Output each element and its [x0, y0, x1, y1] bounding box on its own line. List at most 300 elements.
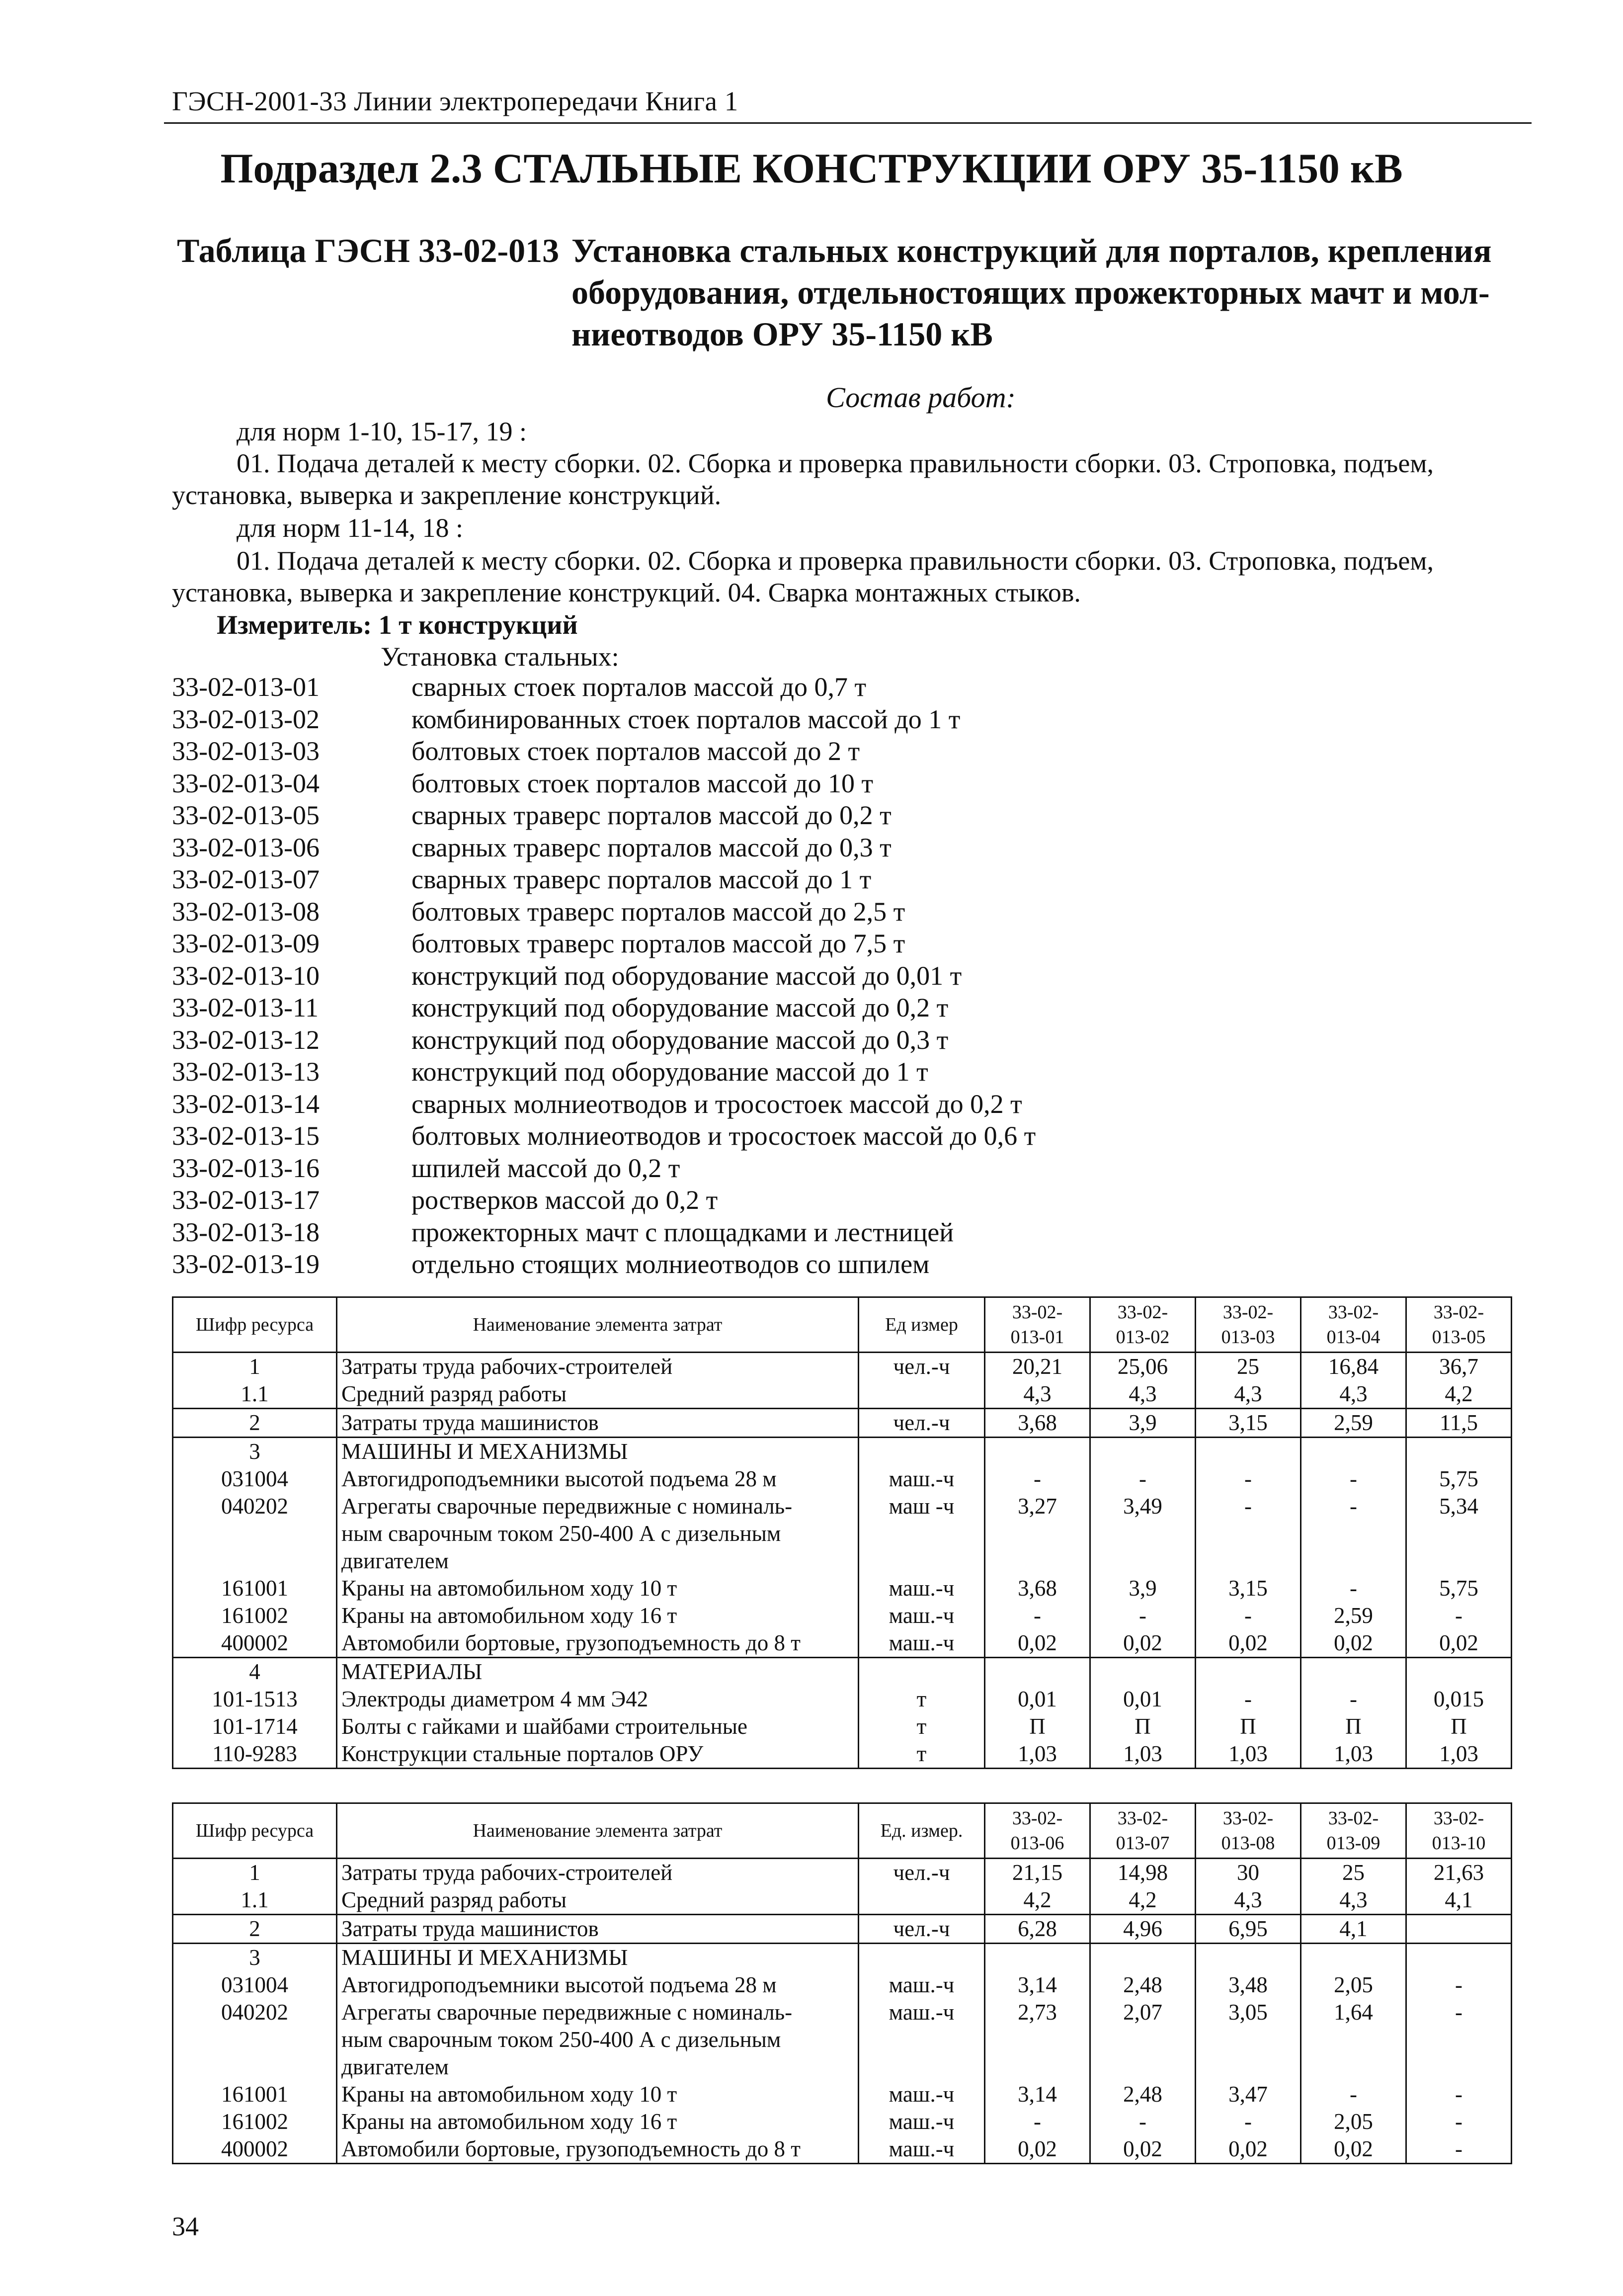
norm-code: 33-02-013-06	[172, 832, 320, 862]
cell-unit: маш.-ч	[859, 1629, 985, 1658]
cell-value	[1301, 1547, 1406, 1575]
cell-value: 20,21	[985, 1353, 1090, 1381]
cell-value	[1406, 1944, 1512, 1972]
table-row	[173, 1465, 1512, 1493]
cell-value: 4,96	[1090, 1915, 1196, 1944]
cell-value: 4,2	[1406, 1380, 1512, 1409]
norm-text: болтовых молниеотводов и тросостоек массой до 0,6 т	[411, 1121, 1036, 1151]
cell-value: 3,9	[1090, 1409, 1196, 1438]
cell-value: -	[1196, 1602, 1301, 1629]
table-header-cell: 33-02- 013-04	[1301, 1297, 1406, 1353]
cell-value	[1301, 1438, 1406, 1466]
cell-value: 1,03	[1090, 1740, 1196, 1769]
cell-value	[1196, 1520, 1301, 1547]
cell-code: 1	[173, 1859, 337, 1887]
norm-text: конструкций под оборудование массой до 1 т	[411, 1057, 928, 1087]
norm-item	[172, 896, 1036, 928]
cell-name: Краны на автомобильном ходу 16 т	[337, 1602, 859, 1629]
cell-value: 2,48	[1090, 1971, 1196, 1999]
cell-value: 4,2	[1090, 1886, 1196, 1915]
norm-item	[172, 1152, 1036, 1185]
cell-value	[1406, 1438, 1512, 1466]
table-row	[173, 1409, 1512, 1438]
cell-value: -	[1196, 1465, 1301, 1493]
cell-value: -	[985, 1602, 1090, 1629]
norm-item	[172, 1248, 1036, 1280]
cell-value: 0,02	[1196, 1629, 1301, 1658]
table-row	[173, 1915, 1512, 1944]
cell-unit: чел.-ч	[859, 1409, 985, 1438]
norm-code: 33-02-013-16	[172, 1153, 320, 1183]
table-header-cell: 33-02- 013-02	[1090, 1297, 1196, 1353]
cell-value	[1090, 1520, 1196, 1547]
norm-code: 33-02-013-15	[172, 1121, 320, 1151]
norm-text: конструкций под оборудование массой до 0,3 т	[411, 1024, 949, 1055]
cell-name: МАШИНЫ И МЕХАНИЗМЫ	[337, 1944, 859, 1972]
norm-item	[172, 863, 1036, 896]
cell-code: 400002	[173, 1629, 337, 1658]
norm-code: 33-02-013-17	[172, 1185, 320, 1215]
norm-text: комбинированных стоек порталов массой до 1 т	[411, 704, 961, 734]
norm-code: 33-02-013-19	[172, 1249, 320, 1279]
cell-value	[1406, 1520, 1512, 1547]
cell-value: -	[1090, 1465, 1196, 1493]
cell-value: -	[1301, 2081, 1406, 2108]
cell-value	[985, 1944, 1090, 1972]
table-row	[173, 1575, 1512, 1602]
cell-value	[1090, 1547, 1196, 1575]
table-row	[173, 2026, 1512, 2053]
work-group1-label: для норм 1-10, 15-17, 19 :	[237, 417, 527, 446]
cell-value	[1090, 2053, 1196, 2081]
cell-value: 2,48	[1090, 2081, 1196, 2108]
cell-name: Краны на автомобильном ходу 10 т	[337, 2081, 859, 2108]
cell-value: -	[1196, 1493, 1301, 1520]
cell-unit: маш.-ч	[859, 1971, 985, 1999]
cell-unit: маш.-ч	[859, 1999, 985, 2026]
cell-value: -	[1196, 2108, 1301, 2135]
norm-text: сварных траверс порталов массой до 0,2 т	[411, 800, 892, 830]
table-caption-line: ниеотводов ОРУ 35-1150 кВ	[571, 315, 993, 353]
installation-heading: Установка стальных:	[381, 642, 619, 672]
cell-unit: маш.-ч	[859, 1602, 985, 1629]
norm-code: 33-02-013-11	[172, 993, 319, 1022]
cell-name: Автогидроподъемники высотой подъема 28 м	[337, 1971, 859, 1999]
cell-code: 2	[173, 1409, 337, 1438]
cell-unit: т	[859, 1713, 985, 1740]
cell-unit	[859, 2053, 985, 2081]
cell-name: двигателем	[337, 1547, 859, 1575]
table-row	[173, 1353, 1512, 1381]
cell-value: 2,73	[985, 1999, 1090, 2026]
cell-value	[985, 2053, 1090, 2081]
cell-code: 101-1714	[173, 1713, 337, 1740]
cell-unit	[859, 1886, 985, 1915]
cell-code: 110-9283	[173, 1740, 337, 1769]
norm-code: 33-02-013-14	[172, 1089, 320, 1119]
cell-value: 0,02	[1301, 2135, 1406, 2164]
cell-name: ным сварочным током 250-400 А с дизельным	[337, 2026, 859, 2053]
cell-value: -	[1406, 1971, 1512, 1999]
cell-value	[1196, 1438, 1301, 1466]
table-row	[173, 1547, 1512, 1575]
cell-value	[1301, 1520, 1406, 1547]
cell-unit	[859, 1438, 985, 1466]
table-row	[173, 2135, 1512, 2164]
cell-value: 3,9	[1090, 1575, 1196, 1602]
table-row	[173, 2108, 1512, 2135]
cell-value: 5,34	[1406, 1493, 1512, 1520]
norm-text: сварных стоек порталов массой до 0,7 т	[411, 672, 867, 702]
table-header-cell: Ед. измер.	[859, 1803, 985, 1859]
cell-unit	[859, 1658, 985, 1686]
cell-code: 400002	[173, 2135, 337, 2164]
measure-unit: Измеритель: 1 т конструкций	[217, 610, 578, 640]
norm-item	[172, 960, 1036, 992]
norm-code: 33-02-013-13	[172, 1057, 320, 1087]
cell-name: Средний разряд работы	[337, 1886, 859, 1915]
cell-unit: маш.-ч	[859, 2135, 985, 2164]
cell-value	[985, 1520, 1090, 1547]
cell-value: 11,5	[1406, 1409, 1512, 1438]
cell-code: 040202	[173, 1999, 337, 2026]
cell-unit: маш.-ч	[859, 2108, 985, 2135]
norm-text: отдельно стоящих молниеотводов со шпилем	[411, 1249, 930, 1279]
cell-value	[1406, 1547, 1512, 1575]
table-row	[173, 1380, 1512, 1409]
norm-text: сварных траверс порталов массой до 0,3 т	[411, 832, 892, 862]
table-header-cell: Наименование элемента затрат	[337, 1803, 859, 1859]
cell-value: -	[1090, 1602, 1196, 1629]
norm-code: 33-02-013-04	[172, 768, 320, 798]
cell-value: 3,49	[1090, 1493, 1196, 1520]
norm-item	[172, 703, 1036, 736]
table-header-cell: 33-02- 013-09	[1301, 1803, 1406, 1859]
cell-name: ным сварочным током 250-400 А с дизельным	[337, 1520, 859, 1547]
cell-code: 2	[173, 1915, 337, 1944]
cell-value: 1,03	[985, 1740, 1090, 1769]
cell-value: 3,27	[985, 1493, 1090, 1520]
norm-item	[172, 1088, 1036, 1120]
norm-item	[172, 1056, 1036, 1088]
cell-value: 6,28	[985, 1915, 1090, 1944]
cell-value	[985, 1547, 1090, 1575]
cell-value	[1090, 1438, 1196, 1466]
cell-value: -	[1406, 2135, 1512, 2164]
cell-value: 2,05	[1301, 2108, 1406, 2135]
cell-name: Средний разряд работы	[337, 1380, 859, 1409]
table-header-cell: Ед измер	[859, 1297, 985, 1353]
cell-name: двигателем	[337, 2053, 859, 2081]
norm-code: 33-02-013-07	[172, 864, 320, 894]
cell-unit: чел.-ч	[859, 1353, 985, 1381]
cell-value: -	[985, 2108, 1090, 2135]
table-row	[173, 1438, 1512, 1466]
cell-value: -	[1196, 1686, 1301, 1713]
resource-table-1	[172, 1296, 1512, 1769]
cell-unit: маш.-ч	[859, 2081, 985, 2108]
table-row	[173, 1859, 1512, 1887]
table-row	[173, 1686, 1512, 1713]
table-header-cell: 33-02- 013-07	[1090, 1803, 1196, 1859]
cell-name: Краны на автомобильном ходу 10 т	[337, 1575, 859, 1602]
table-header-cell: Шифр ресурса	[173, 1803, 337, 1859]
cell-value: -	[1406, 2081, 1512, 2108]
running-header: ГЭСН-2001-33 Линии электропередачи Книга 1	[172, 86, 738, 116]
cell-value: 4,3	[985, 1380, 1090, 1409]
cell-unit: чел.-ч	[859, 1859, 985, 1887]
norm-code: 33-02-013-08	[172, 896, 320, 927]
cell-unit: маш -ч	[859, 1493, 985, 1520]
section-title: Подраздел 2.3 СТАЛЬНЫЕ КОНСТРУКЦИИ ОРУ 35-1150 кВ	[220, 145, 1403, 192]
cell-value: 2,07	[1090, 1999, 1196, 2026]
cell-value	[1406, 2053, 1512, 2081]
cell-value: 0,02	[1196, 2135, 1301, 2164]
cell-value	[1090, 2026, 1196, 2053]
cell-value: 2,05	[1301, 1971, 1406, 1999]
cell-value: -	[1406, 1602, 1512, 1629]
norm-item	[172, 928, 1036, 960]
cell-value	[1196, 2026, 1301, 2053]
cell-unit: т	[859, 1740, 985, 1769]
cell-value	[985, 2026, 1090, 2053]
cell-value	[1090, 1944, 1196, 1972]
norm-item	[172, 735, 1036, 767]
work-group1-text: 01. Подача деталей к месту сборки. 02. Сборка и проверка правильности сборки. 03. Строповка, подъем,	[237, 448, 1434, 478]
cell-value: 21,63	[1406, 1859, 1512, 1887]
work-group2-text: 01. Подача деталей к месту сборки. 02. Сборка и проверка правильности сборки. 03. Строповка, подъем,	[237, 546, 1434, 576]
cell-value: 30	[1196, 1859, 1301, 1887]
table-row	[173, 1713, 1512, 1740]
cell-name: Краны на автомобильном ходу 16 т	[337, 2108, 859, 2135]
cell-value: -	[1406, 2108, 1512, 2135]
cell-value	[1406, 1658, 1512, 1686]
cell-value: 36,7	[1406, 1353, 1512, 1381]
norm-code: 33-02-013-02	[172, 704, 320, 734]
cell-name: Электроды диаметром 4 мм Э42	[337, 1686, 859, 1713]
norm-text: сварных молниеотводов и тросостоек массой до 0,2 т	[411, 1089, 1022, 1119]
cell-unit	[859, 1520, 985, 1547]
header-rule	[164, 122, 1532, 124]
table-header-cell: Наименование элемента затрат	[337, 1297, 859, 1353]
cell-unit: маш.-ч	[859, 1575, 985, 1602]
cell-code	[173, 2053, 337, 2081]
cell-value: 0,02	[985, 2135, 1090, 2164]
norm-text: конструкций под оборудование массой до 0,01 т	[411, 960, 962, 991]
norm-item	[172, 1184, 1036, 1216]
table-row	[173, 1740, 1512, 1769]
table-row	[173, 1999, 1512, 2026]
page-number: 34	[172, 2211, 199, 2241]
cell-unit	[859, 2026, 985, 2053]
cell-unit	[859, 1547, 985, 1575]
cell-code: 1.1	[173, 1886, 337, 1915]
cell-value	[1301, 1658, 1406, 1686]
cell-value	[1196, 1944, 1301, 1972]
cell-value: 1,03	[1301, 1740, 1406, 1769]
table-caption-line: Установка стальных конструкций для порталов, крепления	[571, 232, 1492, 269]
cell-name: Автомобили бортовые, грузоподъемность до 8 т	[337, 1629, 859, 1658]
cell-value: 0,02	[985, 1629, 1090, 1658]
norm-text: болтовых траверс порталов массой до 2,5 т	[411, 896, 905, 927]
norm-code: 33-02-013-03	[172, 736, 320, 766]
work-group2-label: для норм 11-14, 18 :	[237, 513, 463, 543]
norm-item	[172, 1216, 1036, 1249]
cell-value: 1,64	[1301, 1999, 1406, 2026]
norm-item	[172, 832, 1036, 864]
norm-code: 33-02-013-12	[172, 1024, 320, 1055]
cell-value: 25	[1196, 1353, 1301, 1381]
cell-value	[1090, 1658, 1196, 1686]
cell-name: Болты с гайками и шайбами строительные	[337, 1713, 859, 1740]
cell-value: 0,01	[1090, 1686, 1196, 1713]
cell-unit: т	[859, 1686, 985, 1713]
norm-text: ростверков массой до 0,2 т	[411, 1185, 718, 1215]
cell-code: 4	[173, 1658, 337, 1686]
norm-item	[172, 671, 1036, 703]
cell-value: П	[1301, 1713, 1406, 1740]
cell-code	[173, 2026, 337, 2053]
cell-value: 4,3	[1090, 1380, 1196, 1409]
cell-value	[1301, 2026, 1406, 2053]
cell-code: 161001	[173, 2081, 337, 2108]
cell-name: Автомобили бортовые, грузоподъемность до 8 т	[337, 2135, 859, 2164]
table-row	[173, 1886, 1512, 1915]
norms-list	[172, 671, 1036, 1280]
cell-value: 4,2	[985, 1886, 1090, 1915]
cell-name: МАШИНЫ И МЕХАНИЗМЫ	[337, 1438, 859, 1466]
cell-name: Затраты труда рабочих-строителей	[337, 1353, 859, 1381]
table-row	[173, 2053, 1512, 2081]
norm-item	[172, 1120, 1036, 1152]
table-header-cell: 33-02- 013-05	[1406, 1297, 1512, 1353]
cell-value: 4,3	[1196, 1380, 1301, 1409]
table-header-row	[173, 1803, 1512, 1859]
cell-value: 3,15	[1196, 1575, 1301, 1602]
cell-value: 16,84	[1301, 1353, 1406, 1381]
table-row	[173, 2081, 1512, 2108]
cell-value: 5,75	[1406, 1575, 1512, 1602]
cell-value: П	[1090, 1713, 1196, 1740]
cell-value: 0,02	[1090, 2135, 1196, 2164]
cell-value	[1196, 1658, 1301, 1686]
table-header-row	[173, 1297, 1512, 1353]
cell-value	[1301, 1944, 1406, 1972]
table-row	[173, 1493, 1512, 1520]
cell-value: 3,68	[985, 1409, 1090, 1438]
table-header-cell: 33-02- 013-01	[985, 1297, 1090, 1353]
cell-code: 040202	[173, 1493, 337, 1520]
cell-value: -	[985, 1465, 1090, 1493]
cell-value: 1,03	[1406, 1740, 1512, 1769]
cell-code: 031004	[173, 1465, 337, 1493]
cell-name: Затраты труда рабочих-строителей	[337, 1859, 859, 1887]
norm-text: прожекторных мачт с площадками и лестницей	[411, 1217, 954, 1247]
cell-value	[985, 1438, 1090, 1466]
norm-text: сварных траверс порталов массой до 1 т	[411, 864, 872, 894]
cell-value: -	[1301, 1493, 1406, 1520]
cell-value: 3,05	[1196, 1999, 1301, 2026]
cell-name: МАТЕРИАЛЫ	[337, 1658, 859, 1686]
cell-value: 25,06	[1090, 1353, 1196, 1381]
table-row	[173, 1944, 1512, 1972]
norm-text: конструкций под оборудование массой до 0,2 т	[411, 993, 949, 1022]
cell-value: -	[1301, 1686, 1406, 1713]
cell-value: 4,1	[1301, 1915, 1406, 1944]
cell-value: 0,02	[1090, 1629, 1196, 1658]
cell-name: Конструкции стальные порталов ОРУ	[337, 1740, 859, 1769]
norm-code: 33-02-013-10	[172, 960, 320, 991]
cell-unit	[859, 1944, 985, 1972]
norm-text: болтовых стоек порталов массой до 10 т	[411, 768, 874, 798]
cell-code: 101-1513	[173, 1686, 337, 1713]
cell-value: П	[985, 1713, 1090, 1740]
cell-name: Затраты труда машинистов	[337, 1409, 859, 1438]
cell-value: 21,15	[985, 1859, 1090, 1887]
cell-value: 0,015	[1406, 1686, 1512, 1713]
table-row	[173, 1629, 1512, 1658]
cell-value: -	[1090, 2108, 1196, 2135]
work-group1-text: установка, выверка и закрепление конструкций.	[172, 480, 722, 510]
cell-value: 3,14	[985, 1971, 1090, 1999]
cell-value: 0,02	[1301, 1629, 1406, 1658]
cell-code: 161001	[173, 1575, 337, 1602]
cell-value	[985, 1658, 1090, 1686]
cell-value: 1,03	[1196, 1740, 1301, 1769]
cell-value: 2,59	[1301, 1409, 1406, 1438]
cell-value: 3,48	[1196, 1971, 1301, 1999]
cell-value: 6,95	[1196, 1915, 1301, 1944]
cell-value: П	[1196, 1713, 1301, 1740]
cell-code: 1.1	[173, 1380, 337, 1409]
norm-item	[172, 1024, 1036, 1056]
table-caption	[177, 230, 1519, 355]
cell-value: 14,98	[1090, 1859, 1196, 1887]
cell-code	[173, 1520, 337, 1547]
cell-value: П	[1406, 1713, 1512, 1740]
cell-value: 4,3	[1301, 1886, 1406, 1915]
cell-unit: чел.-ч	[859, 1915, 985, 1944]
norm-code: 33-02-013-01	[172, 672, 320, 702]
norm-item	[172, 767, 1036, 800]
cell-value	[1301, 2053, 1406, 2081]
table-header-cell: 33-02- 013-03	[1196, 1297, 1301, 1353]
norm-text: шпилей массой до 0,2 т	[411, 1153, 680, 1183]
table-caption-line: оборудования, отдельностоящих прожекторных мачт и мол-	[571, 273, 1490, 311]
norm-code: 33-02-013-18	[172, 1217, 320, 1247]
cell-value: 4,1	[1406, 1886, 1512, 1915]
cell-value	[1196, 1547, 1301, 1575]
work-composition-title: Состав работ:	[826, 381, 1016, 414]
cell-value: 3,47	[1196, 2081, 1301, 2108]
cell-code: 1	[173, 1353, 337, 1381]
cell-value: -	[1406, 1999, 1512, 2026]
norm-item	[172, 799, 1036, 832]
norm-item	[172, 992, 1036, 1024]
cell-value: 3,14	[985, 2081, 1090, 2108]
cell-value	[1196, 2053, 1301, 2081]
table-row	[173, 1658, 1512, 1686]
cell-code: 3	[173, 1438, 337, 1466]
cell-value: -	[1301, 1465, 1406, 1493]
cell-name: Агрегаты сварочные передвижные с номиналь-	[337, 1999, 859, 2026]
cell-value: 5,75	[1406, 1465, 1512, 1493]
resource-table-2	[172, 1802, 1512, 2164]
cell-value: 3,15	[1196, 1409, 1301, 1438]
cell-value: 2,59	[1301, 1602, 1406, 1629]
cell-value: 0,02	[1406, 1629, 1512, 1658]
cell-unit	[859, 1380, 985, 1409]
